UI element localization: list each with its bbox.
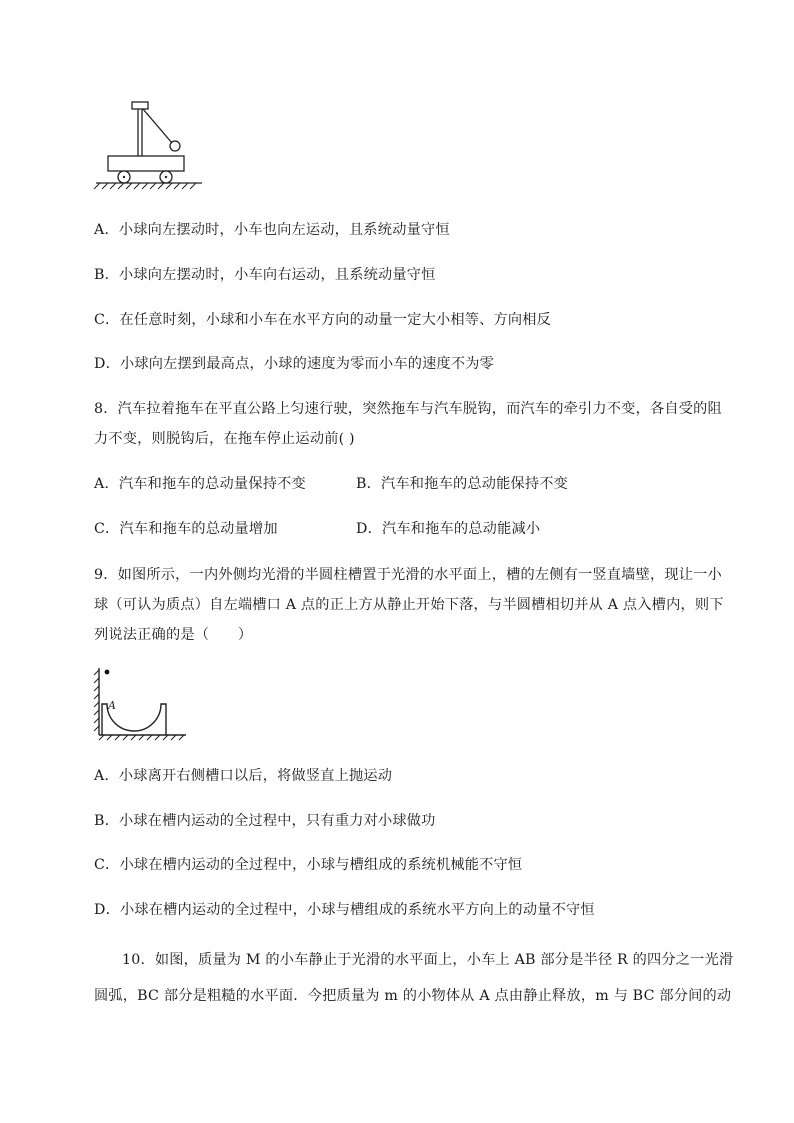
q9-option-c[interactable]: C．小球在槽内运动的全过程中，小球与槽组成的系统机械能不守恒 xyxy=(94,857,523,873)
q7-option-c[interactable]: C．在任意时刻，小球和小车在水平方向的动量一定大小相等、方向相反 xyxy=(94,312,552,328)
groove-label-a: A xyxy=(108,699,116,712)
q9-option-d[interactable]: D．小球在槽内运动的全过程中，小球与槽组成的系统水平方向上的动量不守恒 xyxy=(94,902,595,918)
q9-option-b[interactable]: B．小球在槽内运动的全过程中，只有重力对小球做功 xyxy=(94,813,436,829)
groove-figure xyxy=(94,664,186,742)
q9-option-a[interactable]: A．小球离开右侧槽口以后，将做竖直上抛运动 xyxy=(94,768,393,784)
q7-option-a[interactable]: A．小球向左摆动时，小车也向左运动，且系统动量守恒 xyxy=(94,222,450,238)
pendulum-cart-figure xyxy=(94,100,204,190)
q10-stem-line2: 圆弧，BC 部分是粗糙的水平面．今把质量为 m 的小物体从 A 点由静止释放，m 与 BC 部分间的动 xyxy=(94,988,732,1004)
q9-stem-line2: 球（可认为质点）自左端槽口 A 点的正上方从静止开始下落，与半圆槽相切并从 A 点入槽内，则下 xyxy=(94,597,724,613)
q7-option-d[interactable]: D．小球向左摆到最高点，小球的速度为零而小车的速度不为零 xyxy=(94,356,495,372)
q10-stem-line1: 10．如图，质量为 M 的小车静止于光滑的水平面上，小车上 AB 部分是半径 R 的四分之一光滑 xyxy=(122,952,734,968)
q8-option-b[interactable]: B．汽车和拖车的总动能保持不变 xyxy=(356,476,569,492)
q8-option-c[interactable]: C．汽车和拖车的总动量增加 xyxy=(94,521,278,537)
q8-option-d[interactable]: D．汽车和拖车的总动能减小 xyxy=(356,521,541,537)
q8-stem-line2: 力不变，则脱钩后，在拖车停止运动前( ) xyxy=(94,431,355,447)
q7-option-b[interactable]: B．小球向左摆动时，小车向右运动，且系统动量守恒 xyxy=(94,267,436,283)
q8-option-a[interactable]: A．汽车和拖车的总动量保持不变 xyxy=(94,476,306,492)
q8-stem-line1: 8．汽车拉着拖车在平直公路上匀速行驶，突然拖车与汽车脱钩，而汽车的牵引力不变，各自受的阻 xyxy=(94,401,722,417)
q9-stem-line1: 9．如图所示，一内外侧均光滑的半圆柱槽置于光滑的水平面上，槽的左侧有一竖直墙壁，现让一小 xyxy=(94,567,722,583)
q9-stem-line3: 列说法正确的是（ ） xyxy=(94,627,253,643)
